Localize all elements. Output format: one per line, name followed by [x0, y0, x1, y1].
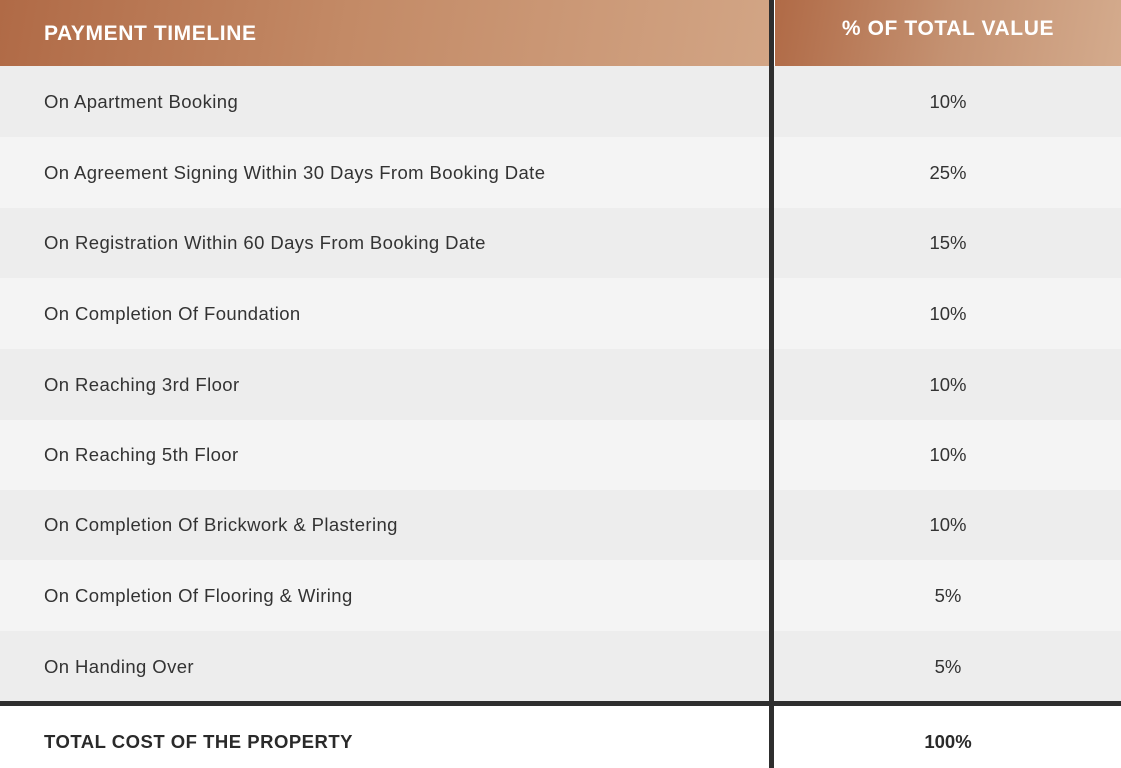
- row-description: On Agreement Signing Within 30 Days From Booking Date: [44, 161, 546, 183]
- table-body: [0, 66, 1121, 702]
- row-description: On Completion Of Flooring & Wiring: [44, 584, 353, 606]
- row-percent: 25%: [929, 161, 967, 183]
- row-percent: 5%: [934, 655, 962, 677]
- table-row: [0, 349, 1121, 420]
- total-percent: 100%: [924, 731, 972, 752]
- row-percent: 5%: [934, 584, 962, 606]
- row-percent: 10%: [929, 514, 967, 535]
- table-row: [0, 137, 1121, 208]
- row-description: On Completion Of Brickwork & Plastering: [44, 514, 398, 535]
- row-percent: 10%: [929, 90, 967, 112]
- table-row: [0, 420, 1121, 490]
- row-description: On Reaching 5th Floor: [44, 444, 239, 465]
- table-header: [0, 0, 1121, 66]
- table-row: [0, 278, 1121, 349]
- table-row: [0, 66, 1121, 137]
- row-percent: 15%: [929, 232, 967, 253]
- table-row: [0, 490, 1121, 560]
- row-percent: 10%: [929, 373, 967, 395]
- table-row: [0, 560, 1121, 631]
- row-description: On Reaching 3rd Floor: [44, 373, 240, 395]
- row-description: On Registration Within 60 Days From Booking Date: [44, 232, 486, 253]
- total-label: TOTAL COST OF THE PROPERTY: [44, 731, 354, 752]
- column-divider-line: [769, 0, 774, 768]
- row-description: On Completion Of Foundation: [44, 302, 301, 324]
- row-description: On Handing Over: [44, 655, 194, 677]
- header-payment-timeline: PAYMENT TIMELINE: [0, 0, 770, 66]
- table-row: [0, 208, 1121, 278]
- row-percent: 10%: [929, 302, 967, 324]
- table-row: [0, 631, 1121, 702]
- row-percent: 10%: [929, 444, 967, 465]
- total-row: [0, 706, 1121, 768]
- header-percent-total-value: % OF TOTAL VALUE: [775, 0, 1121, 66]
- row-description: On Apartment Booking: [44, 90, 239, 112]
